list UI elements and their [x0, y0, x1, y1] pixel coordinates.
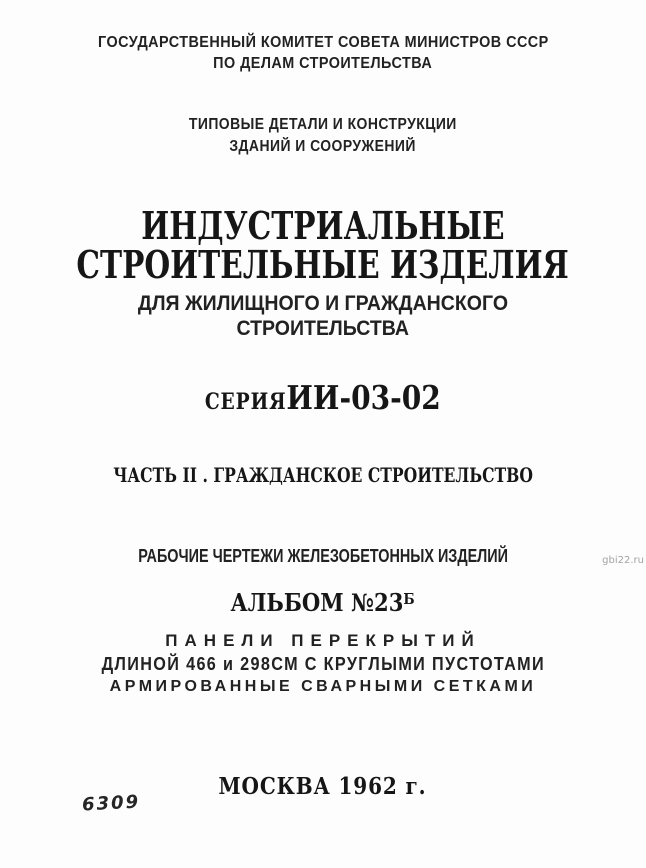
committee-line-2: [0, 56, 646, 72]
main-title-line-2: [0, 242, 646, 287]
series-caption-line-1: [0, 117, 646, 133]
title-subtitle-line-2: [0, 318, 646, 339]
subject-line-3-text: АРМИРОВАННЫЕ СВАРНЫМИ СЕТКАМИ: [109, 678, 537, 695]
part-line-text: ЧАСТЬ II . ГРАЖДАНСКОЕ СТРОИТЕЛЬСТВО: [113, 463, 533, 487]
title-subtitle-line-2-text: СТРОИТЕЛЬСТВА: [236, 317, 410, 340]
album-number-superscript: Б: [403, 590, 416, 608]
album-label: АЛЬБОМ: [230, 588, 345, 617]
series-caption-line-2-text: ЗДАНИЙ И СООРУЖЕНИЙ: [229, 138, 417, 155]
working-drawings-text: РАБОЧИЕ ЧЕРТЕЖИ ЖЕЛЕЗОБЕТОННЫХ ИЗДЕЛИЙ: [138, 546, 508, 566]
album-line-text: [230, 588, 416, 617]
main-title-line-1: [0, 203, 646, 248]
main-title-line-2-text: СТРОИТЕЛЬНЫЕ ИЗДЕЛИЯ: [76, 242, 570, 287]
working-drawings-line: [0, 547, 646, 566]
handwritten-inventory-number: 6309: [81, 791, 141, 816]
subject-line-1: [0, 632, 646, 650]
album-number: №23: [351, 588, 404, 617]
part-line: [0, 465, 646, 485]
subject-line-3: [0, 679, 646, 695]
series-label: СЕРИЯ: [205, 389, 287, 415]
committee-line-2-text: ПО ДЕЛАМ СТРОИТЕЛЬСТВА: [213, 55, 433, 72]
committee-line-1-text: ГОСУДАРСТВЕННЫЙ КОМИТЕТ СОВЕТА МИНИСТРОВ СССР: [97, 34, 549, 51]
subject-line-2-text: ДЛИНОЙ 466 и 298СМ С КРУГЛЫМИ ПУСТОТАМИ: [101, 654, 545, 674]
album-line: [0, 588, 646, 617]
subject-line-2: [0, 655, 646, 674]
series-code: ИИ-03-02: [286, 378, 441, 417]
main-title-line-1-text: ИНДУСТРИАЛЬНЫЕ: [141, 203, 505, 248]
site-watermark: gbi22.ru: [602, 555, 644, 566]
city-year-text: МОСКВА 1962 г.: [219, 773, 427, 800]
title-subtitle-line-1: [0, 293, 646, 314]
series-caption-line-1-text: ТИПОВЫЕ ДЕТАЛИ И КОНСТРУКЦИИ: [189, 116, 457, 133]
subject-line-1-text: ПАНЕЛИ ПЕРЕКРЫТИЙ: [165, 631, 481, 650]
title-subtitle-line-1-text: ДЛЯ ЖИЛИЩНОГО И ГРАЖДАНСКОГО: [137, 292, 509, 315]
committee-line-1: [0, 35, 646, 51]
series-caption-line-2: [0, 139, 646, 155]
series-line: [0, 378, 646, 417]
series-line-text: [205, 378, 441, 417]
